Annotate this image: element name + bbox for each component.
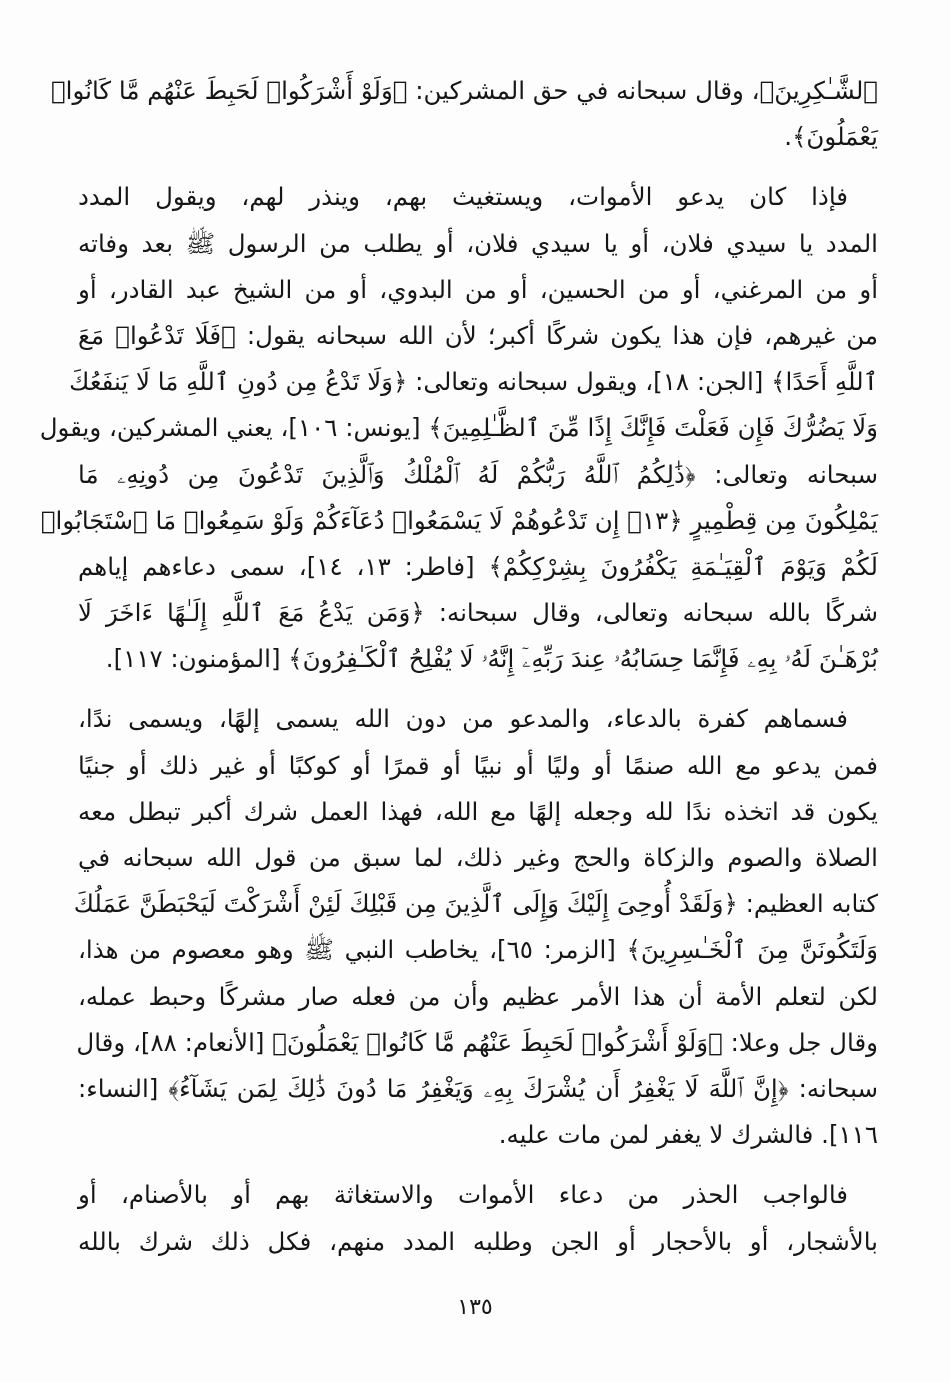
text-line: المدد يا سيدي فلان، أو يا سيدي فلان، أو يطلب من الرسول ﷺ بعد وفاته	[78, 228, 878, 258]
text-line: بُرْهَـٰنَ لَهُۥ بِهِۦ فَإِنَّمَا حِسَابُهُۥ عِندَ رَبِّهِۦٓ إِنَّهُۥ لَا يُفْلِحُ ٱلْكَـٰفِرُونَ﴾ [المؤمنون: ١١٧].	[105, 644, 878, 674]
page-number: ١٣٥	[457, 1295, 493, 1320]
text-line: سبحانه: ﴿إِنَّ ٱللَّهَ لَا يَغْفِرُ أَن يُشْرَكَ بِهِۦ وَيَغْفِرُ مَا دُونَ ذَٰلِكَ لِمَن يَشَآءُ﴾ [النساء:	[78, 1073, 878, 1103]
text-line: لَكُمْ وَيَوْمَ ٱلْقِيَـٰمَةِ يَكْفُرُونَ بِشِرْكِكُمْ﴾ [فاطر: ١٣، ١٤]، سمى دعاءهم إياهم	[78, 551, 879, 581]
text-line: وَلَتَكُونَنَّ مِنَ ٱلْخَـٰسِرِينَ﴾ [الزمر: ٦٥]، يخاطب النبي ﷺ وهو معصوم من هذا،	[78, 935, 879, 965]
text-line: بالأشجار، أو بالأحجار أو الجن وطلبه المدد منهم، فكل ذلك شرك بالله	[78, 1226, 878, 1256]
page-body-text	[39, 68, 879, 1265]
text-line: أو من المرغني، أو من الحسين، أو من البدوي، أو من الشيخ عبد القادر، أو	[78, 274, 878, 304]
text-line: ١١٦]. فالشرك لا يغفر لمن مات عليه.	[498, 1120, 878, 1150]
text-line: يَعْمَلُونَ﴾.	[784, 122, 878, 152]
text-line: فإذا كان يدعو الأموات، ويستغيث بهم، وينذر لهم، ويقول المدد	[78, 182, 848, 212]
text-line: وقال جل وعلا: ﴿وَلَوْ أَشْرَكُوا۟ لَحَبِطَ عَنْهُم مَّا كَانُوا۟ يَعْمَلُونَ﴾ [الأنعام: ٨٨]، وقال	[76, 1027, 878, 1057]
text-line: فمن يدعو مع الله صنمًا أو وليًا أو نبيًا أو قمرًا أو كوكبًا أو غير ذلك أو جنيًا	[78, 750, 878, 780]
text-line: ٱلشَّـٰكِرِينَ﴾، وقال سبحانه في حق المشركين: ﴿وَلَوْ أَشْرَكُوا۟ لَحَبِطَ عَنْهُم مَّا كَانُوا۟	[50, 76, 878, 105]
text-line: كتابه العظيم: ﴿وَلَقَدْ أُوحِىَ إِلَيْكَ وَإِلَى ٱلَّذِينَ مِن قَبْلِكَ لَئِنْ أَشْرَكْتَ لَيَحْبَطَنَّ عَمَلُكَ	[73, 889, 878, 919]
text-line: شركًا بالله سبحانه وتعالى، وقال سبحانه: ﴿وَمَن يَدْعُ مَعَ ٱللَّهِ إِلَـٰهًا ءَاخَرَ لَا	[78, 598, 878, 628]
text-line: وَلَا يَضُرُّكَ فَإِن فَعَلْتَ فَإِنَّكَ إِذًا مِّنَ ٱلظَّـٰلِمِينَ﴾ [يونس: ١٠٦]، يعني المشركين، ويقول	[39, 413, 878, 443]
text-line: ٱللَّهِ أَحَدًا﴾ [الجن: ١٨]، ويقول سبحانه وتعالى: ﴿وَلَا تَدْعُ مِن دُونِ ٱللَّهِ مَا لَا يَنفَعُكَ	[69, 367, 878, 397]
text-line: يَمْلِكُونَ مِن قِطْمِيرٍ ﴿١٣﴾ إِن تَدْعُوهُمْ لَا يَسْمَعُوا۟ دُعَآءَكُمْ وَلَوْ سَمِعُوا۟ مَا ٱسْتَجَابُوا۟	[40, 505, 878, 535]
text-line: الصلاة والصوم والزكاة والحج وغير ذلك، لما سبق من قول الله سبحانه في	[78, 843, 878, 872]
text-line: فسماهم كفرة بالدعاء، والمدعو من دون الله يسمى إلهًا، ويسمى ندًا،	[78, 704, 848, 734]
text-line: لكن لتعلم الأمة أن هذا الأمر عظيم وأن من فعله صار مشركًا وحبط عمله،	[78, 981, 878, 1011]
text-line: يكون قد اتخذه ندًا لله وجعله إلهًا مع الله، فهذا العمل شرك أكبر تبطل معه	[78, 796, 878, 826]
text-line: سبحانه وتعالى: ﴿ذَٰلِكُمُ ٱللَّهُ رَبُّكُمْ لَهُ ٱلْمُلْكُ وَٱلَّذِينَ تَدْعُونَ مِن دُونِهِۦ مَا	[78, 459, 878, 489]
text-line: فالواجب الحذر من دعاء الأموات والاستغاثة بهم أو بالأصنام، أو	[78, 1180, 848, 1210]
text-line: من غيرهم، فإن هذا يكون شركًا أكبر؛ لأن الله سبحانه يقول: ﴿فَلَا تَدْعُوا۟ مَعَ	[78, 320, 878, 350]
